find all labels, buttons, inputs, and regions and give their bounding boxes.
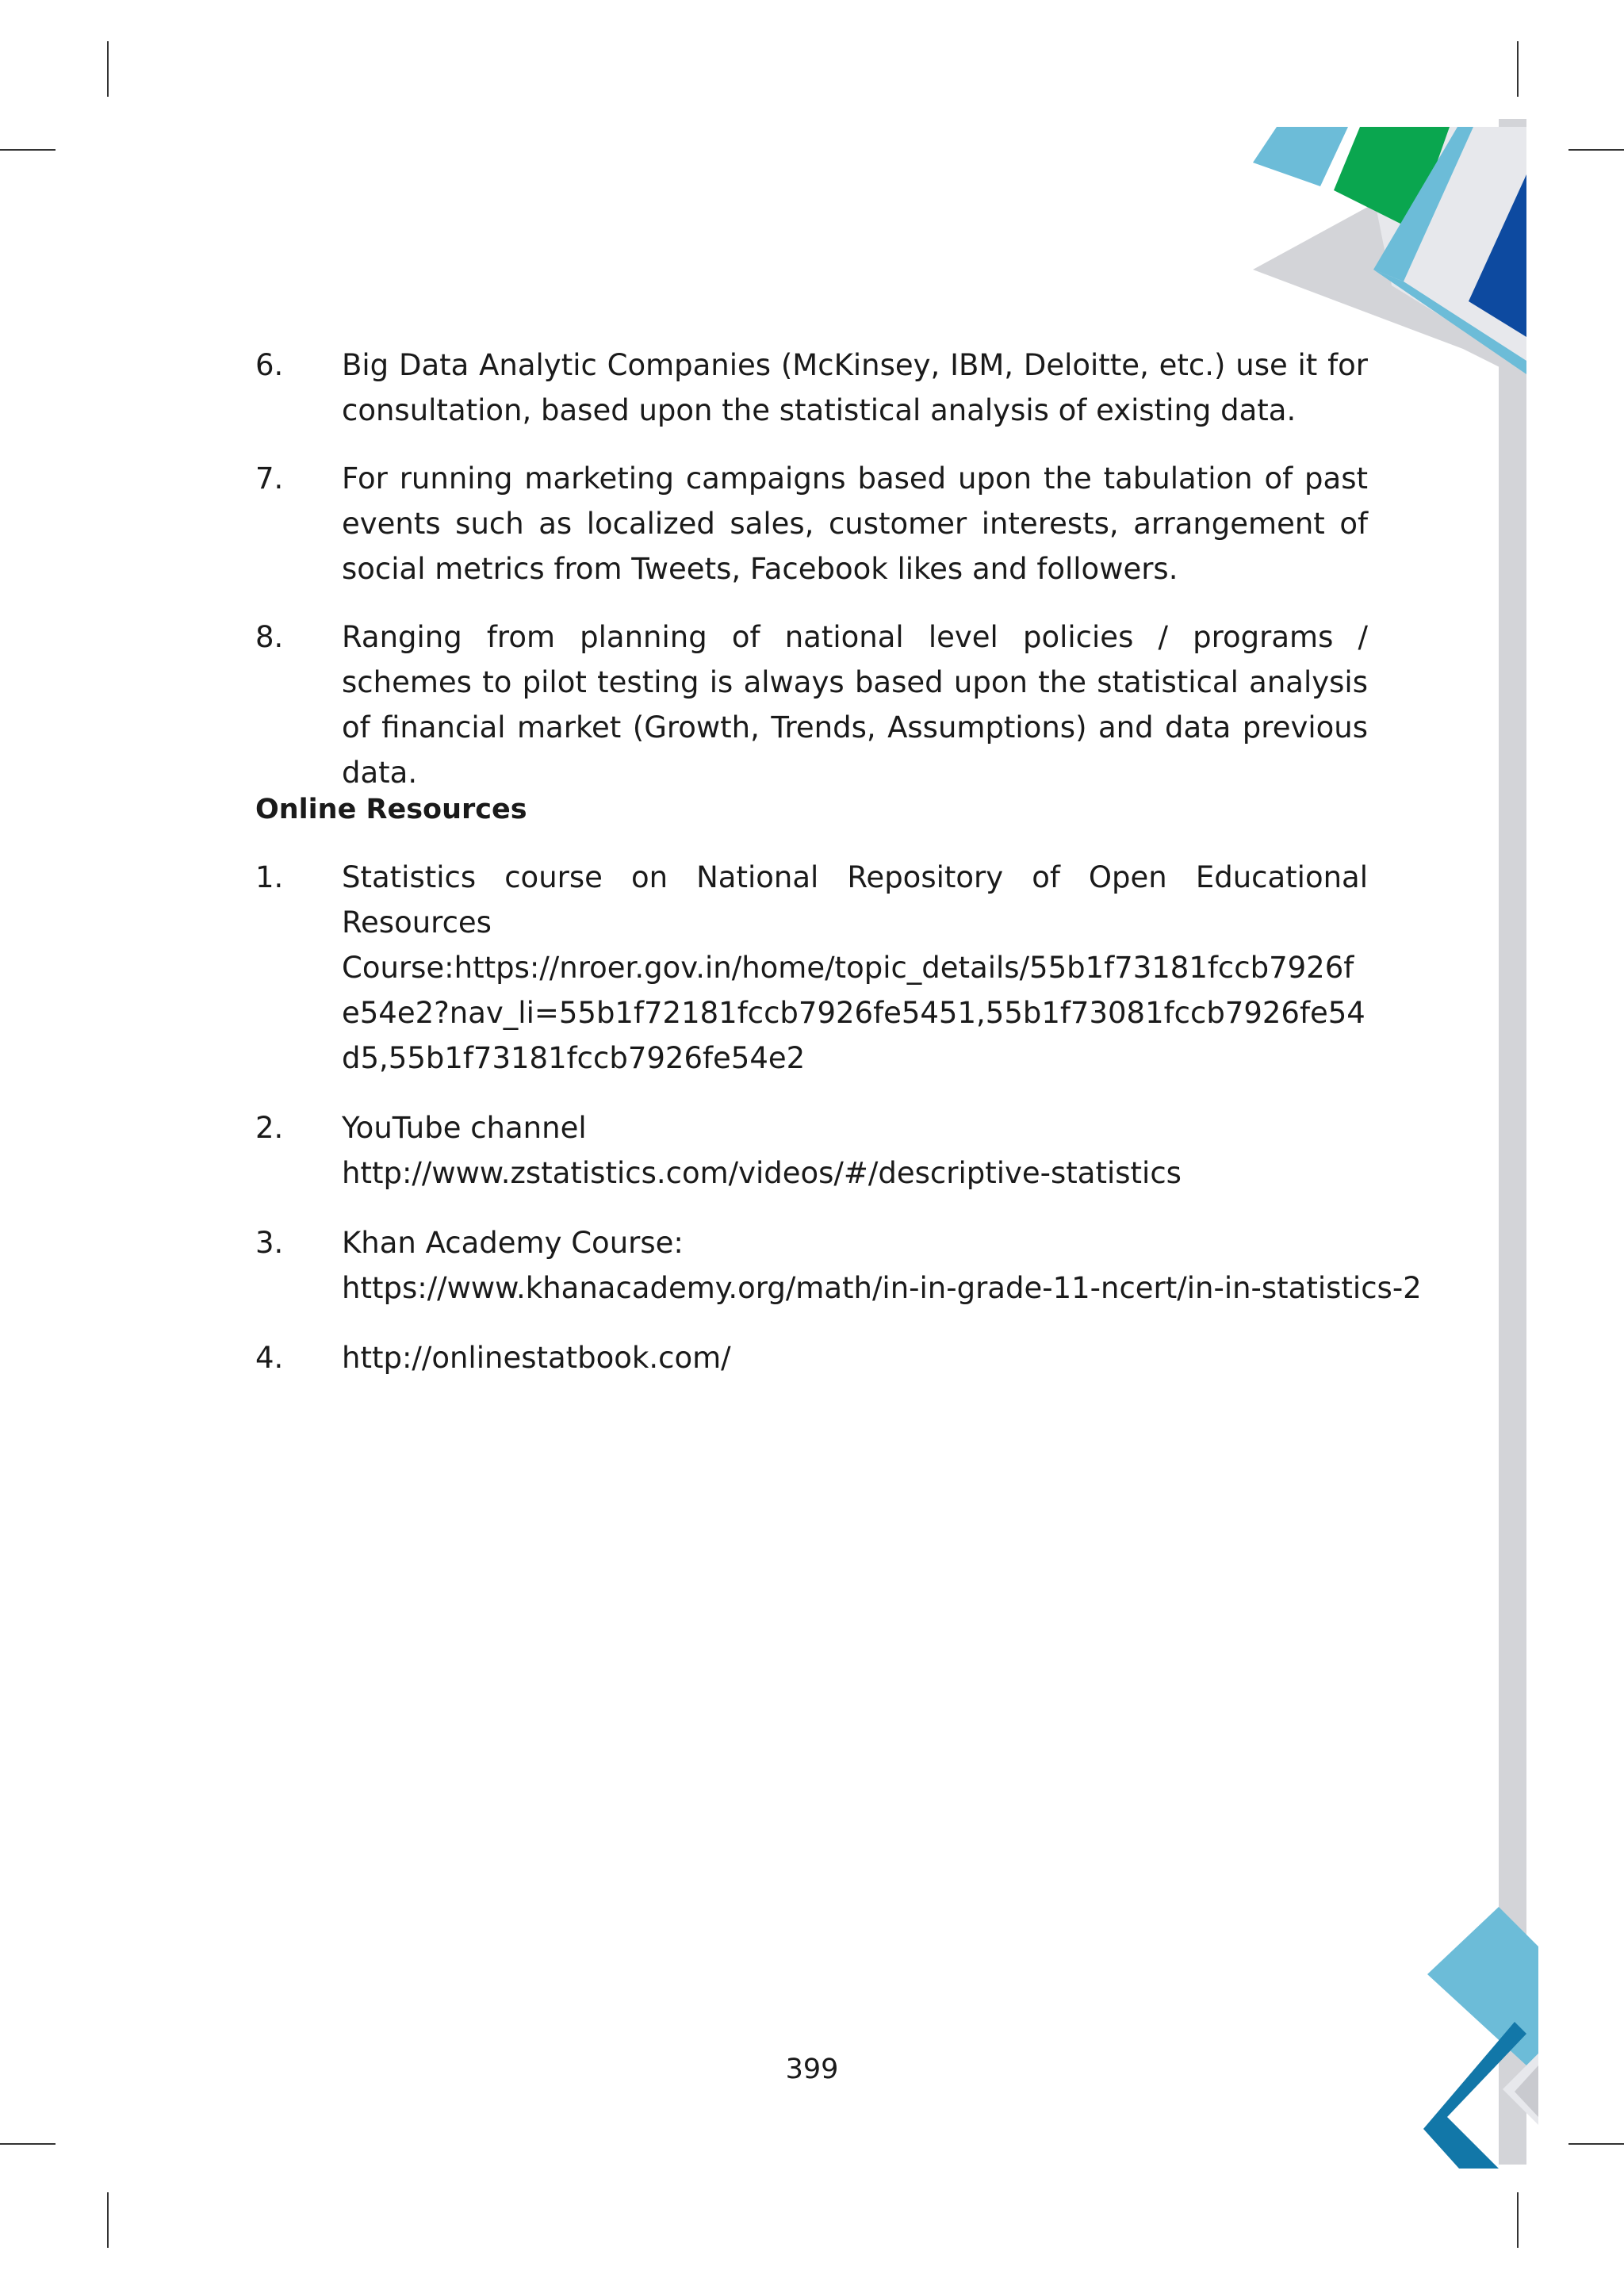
item-number: 8. bbox=[255, 620, 284, 654]
crop-mark bbox=[1517, 41, 1519, 97]
uses-list bbox=[255, 343, 1368, 795]
crop-mark bbox=[107, 41, 109, 97]
item-text: For running marketing campaigns based upon the tabulation of past events such as localized sales, customer interests, arrangement of social metrics from Tweets, Facebook likes and followers. bbox=[342, 461, 1368, 586]
list-item bbox=[255, 614, 1368, 795]
corner-decoration-bottom bbox=[1411, 1887, 1554, 2172]
page-number: 399 bbox=[785, 2054, 839, 2085]
item-text: Big Data Analytic Companies (McKinsey, IBM, Deloitte, etc.) use it for consultation, based upon the statistical analysis of existing data. bbox=[342, 348, 1368, 427]
crop-mark bbox=[1568, 149, 1624, 151]
crop-mark bbox=[0, 149, 56, 151]
resource-link[interactable]: https://www.khanacademy.org/math/in-in-grade-11-ncert/in-in-statistics-2 bbox=[342, 1271, 1422, 1305]
resources-list bbox=[255, 855, 1422, 1380]
item-number: 1. bbox=[255, 860, 284, 894]
item-text: Ranging from planning of national level policies / programs / schemes to pilot testing is always based upon the statistical analysis of financial market (Growth, Trends, Assumptions) and data previous data. bbox=[342, 620, 1368, 790]
light-blue-diamond bbox=[1427, 1907, 1538, 2065]
resource-link[interactable]: Course:https://nroer.gov.in/home/topic_details/55b1f73181fccb7926fe54e2?nav_li=55b1f72181fccb7926fe5451,55b1f73081fccb7926fe54d5,55b1f73181fccb7926fe54e2 bbox=[342, 951, 1365, 1075]
item-number: 6. bbox=[255, 348, 284, 382]
crop-mark bbox=[0, 2143, 56, 2145]
item-number: 4. bbox=[255, 1341, 284, 1375]
light-blue-shape bbox=[1253, 127, 1348, 186]
list-item bbox=[255, 456, 1368, 591]
resource-title: YouTube channel bbox=[342, 1111, 587, 1145]
item-number: 2. bbox=[255, 1111, 284, 1145]
item-number: 3. bbox=[255, 1226, 284, 1260]
resource-item bbox=[255, 1220, 1422, 1311]
resource-title: Khan Academy Course: bbox=[342, 1226, 684, 1260]
section-heading: Online Resources bbox=[255, 794, 527, 825]
resource-link[interactable]: http://onlinestatbook.com/ bbox=[342, 1341, 731, 1375]
side-bar bbox=[1499, 119, 1526, 2165]
crop-mark bbox=[1568, 2143, 1624, 2145]
resource-title: Statistics course on National Repository of Open Educational Resources bbox=[342, 860, 1368, 940]
list-item bbox=[255, 343, 1368, 433]
resource-item bbox=[255, 855, 1368, 1081]
item-number: 7. bbox=[255, 461, 284, 496]
crop-mark bbox=[107, 2192, 109, 2248]
crop-mark bbox=[1517, 2192, 1519, 2248]
resource-item bbox=[255, 1335, 1368, 1380]
resource-item bbox=[255, 1105, 1368, 1196]
resource-link[interactable]: http://www.zstatistics.com/videos/#/descriptive-statistics bbox=[342, 1156, 1182, 1190]
